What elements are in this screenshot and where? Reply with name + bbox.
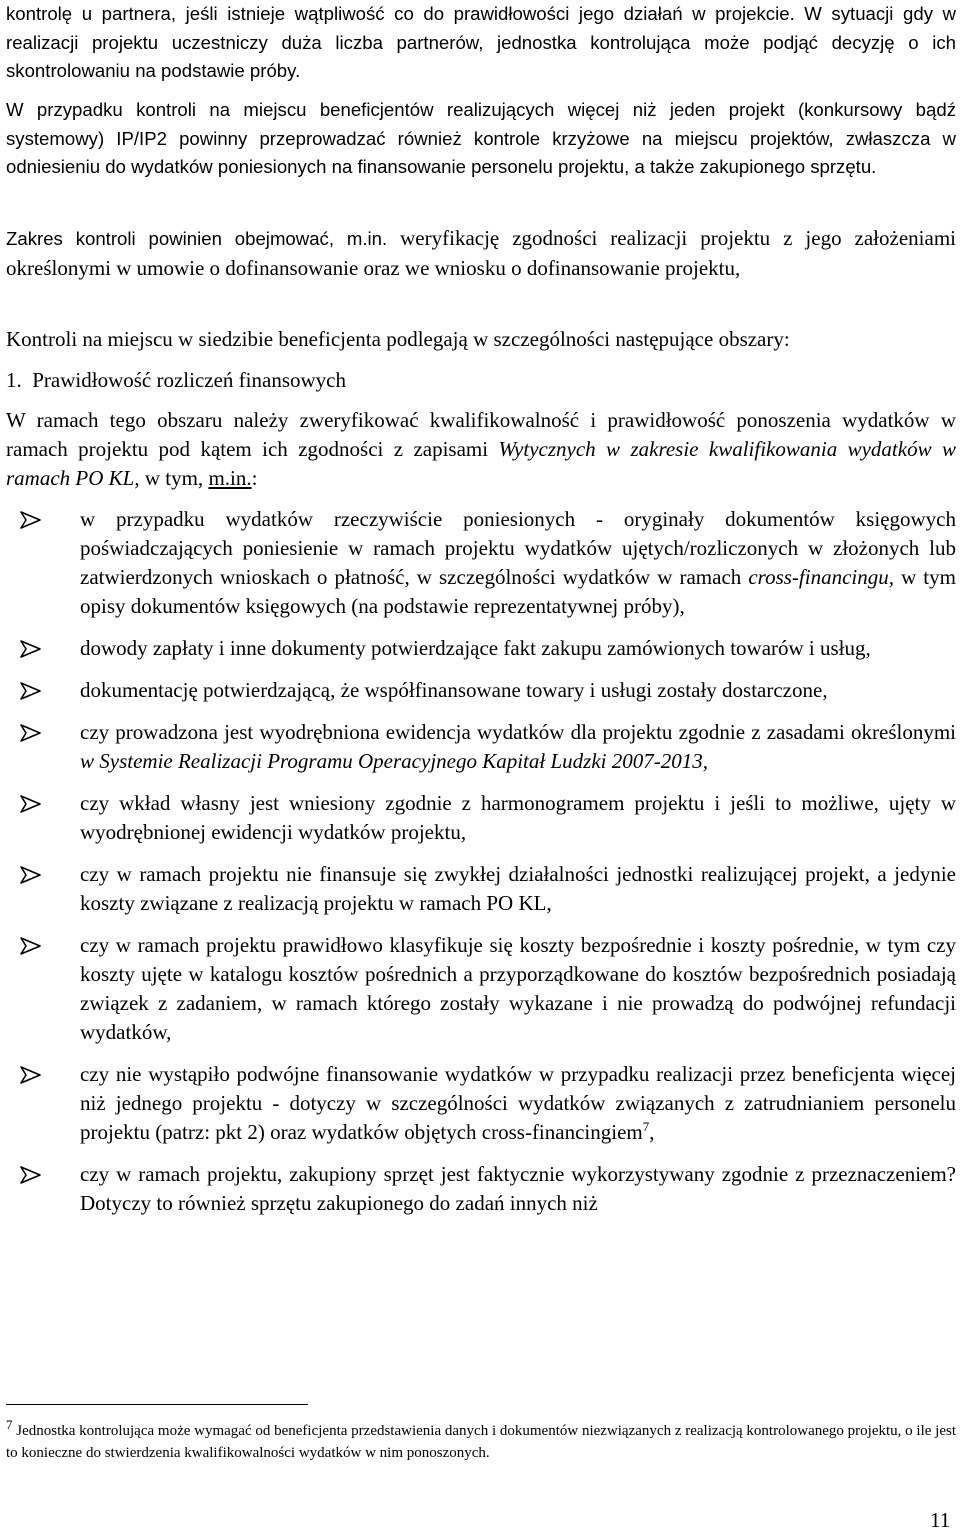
footnote-reference[interactable]: 7 bbox=[642, 1119, 650, 1134]
item-text: czy w ramach projektu prawidłowo klasyfikuje się koszty bezpośrednie i koszty pośrednie, w tym czy koszty ujęte w katalogu kosztów pośrednich a przyporządkowane do kosztów bezpośrednich posiadają związek z zadaniem, w ramach którego zostały wykazane i nie prowadzą do podwójnej refundacji wydatków, bbox=[80, 933, 956, 1044]
footnote-mark: 7 bbox=[6, 1417, 13, 1432]
paragraph-cross-control: W przypadku kontroli na miejscu beneficjentów realizujących więcej niż jeden projekt (konkursowy bądź systemowy) IP/IP2 powinny przeprowadzać również kontrole krzyżowe na miejscu projektów, zwłaszcza w odniesieniu do wydatków poniesionych na finansowanie personelu projektu, a także zakupionego sprzętu. bbox=[6, 99, 956, 177]
item-text: czy wkład własny jest wniesiony zgodnie z harmonogramem projektu i jeśli to możliwe, ujęty w wyodrębnionej ewidencji wydatków projektu, bbox=[80, 791, 956, 844]
item-text: czy w ramach projektu, zakupiony sprzęt jest faktycznie wykorzystywany zgodnie z przeznaczeniem? Dotyczy to również sprzętu zakupionego do zadań innych niż bbox=[80, 1162, 956, 1215]
footnote bbox=[6, 1417, 956, 1464]
arrowhead-bullet-icon bbox=[19, 795, 41, 813]
footnote-text: Jednostka kontrolująca może wymagać od beneficjenta przedstawienia danych i dokumentów niezwiązanych z realizacją kontrolowanego projektu, o ile jest to konieczne do stwierdzenia kwalifikowalności wydatków w nim ponoszonych. bbox=[6, 1423, 956, 1461]
item-text: czy w ramach projektu nie finansuje się zwykłej działalności jednostki realizującej projekt, a jedynie koszty związane z realizacją projektu w ramach PO KL, bbox=[80, 862, 956, 915]
list-item bbox=[0, 789, 956, 847]
arrowhead-bullet-icon bbox=[19, 937, 41, 955]
guidelines-title: Wytycznych w zakresie kwalifikowania wydatków w ramach PO KL bbox=[6, 437, 956, 490]
scope-lead: Zakres kontroli powinien obejmować, m.in. bbox=[6, 228, 388, 249]
footnote-divider bbox=[6, 1404, 308, 1405]
financial-scope-text-2: , w tym, bbox=[134, 466, 209, 490]
item-text: czy prowadzona jest wyodrębniona ewidencja wydatków dla projektu zgodnie z zasadami określonymi bbox=[80, 720, 956, 744]
financial-scope-text: W ramach tego obszaru należy zweryfikować kwalifikowalność i prawidłowość ponoszenia wydatków w ramach projektu pod kątem ich zgodności z zapisami bbox=[6, 408, 956, 461]
list-item bbox=[0, 1060, 956, 1147]
verification-list bbox=[0, 505, 960, 1231]
arrowhead-bullet-icon bbox=[19, 866, 41, 884]
colon: : bbox=[251, 466, 258, 490]
item-text: czy nie wystąpiło podwójne finansowanie wydatków w przypadku realizacji przez beneficjenta więcej niż jednego projektu - dotyczy w szczególności wydatków związanych z zatrudnianiem personelu projektu (patrz: pkt 2) oraz wydatków objętych cross-financingiem bbox=[80, 1062, 956, 1144]
list-item bbox=[0, 676, 956, 705]
page-number: 11 bbox=[930, 1508, 951, 1532]
paragraph-financial-scope bbox=[6, 406, 956, 493]
list-item bbox=[0, 718, 956, 776]
list-item bbox=[0, 634, 956, 663]
arrowhead-bullet-icon bbox=[19, 682, 41, 700]
item-italic: cross-financingu, bbox=[748, 565, 894, 589]
item-text-2: w tym opisy dokumentów księgowych (na podstawie reprezentatywnej próby), bbox=[80, 565, 956, 618]
min-abbrev: m.in. bbox=[208, 466, 252, 490]
item-text-2: , bbox=[649, 1120, 655, 1144]
item-text: dowody zapłaty i inne dokumenty potwierdzające fakt zakupu zamówionych towarów i usług, bbox=[80, 636, 871, 660]
scope-text: weryfikację zgodności realizacji projektu z jego założeniami określonymi w umowie o dofinansowanie oraz we wniosku o dofinansowanie projektu, bbox=[6, 226, 956, 280]
arrowhead-bullet-icon bbox=[19, 724, 41, 742]
list-item bbox=[0, 860, 956, 918]
paragraph-control-areas: Kontroli na miejscu w siedzibie beneficjenta podlegają w szczególności następujące obszary: bbox=[6, 327, 790, 351]
paragraph-control-scope bbox=[6, 224, 956, 283]
arrowhead-bullet-icon bbox=[19, 1066, 41, 1084]
section-heading: 1. Prawidłowość rozliczeń finansowych bbox=[6, 368, 346, 392]
item-italic: w Systemie Realizacji Programu Operacyjnego Kapitał Ludzki 2007-2013, bbox=[80, 749, 708, 773]
item-text: dokumentację potwierdzającą, że współfinansowane towary i usługi zostały dostarczone, bbox=[80, 678, 828, 702]
list-item bbox=[0, 931, 956, 1047]
list-item bbox=[0, 505, 956, 621]
arrowhead-bullet-icon bbox=[19, 1166, 41, 1184]
paragraph-partner-control: kontrolę u partnera, jeśli istnieje wątpliwość co do prawidłowości jego działań w projekcie. W sytuacji gdy w realizacji projektu uczestniczy duża liczba partnerów, jednostka kontrolująca może podjąć decyzję o ich skontrolowaniu na podstawie próby. bbox=[6, 3, 956, 81]
arrowhead-bullet-icon bbox=[19, 640, 41, 658]
item-text: w przypadku wydatków rzeczywiście poniesionych - oryginały dokumentów księgowych poświadczających poniesienie w ramach projektu wydatków ujętych/rozliczonych w złożonych lub zatwierdzonych wnioskach o płatność, w szczególności wydatków w ramach bbox=[80, 507, 956, 589]
arrowhead-bullet-icon bbox=[19, 511, 41, 529]
list-item bbox=[0, 1160, 956, 1218]
